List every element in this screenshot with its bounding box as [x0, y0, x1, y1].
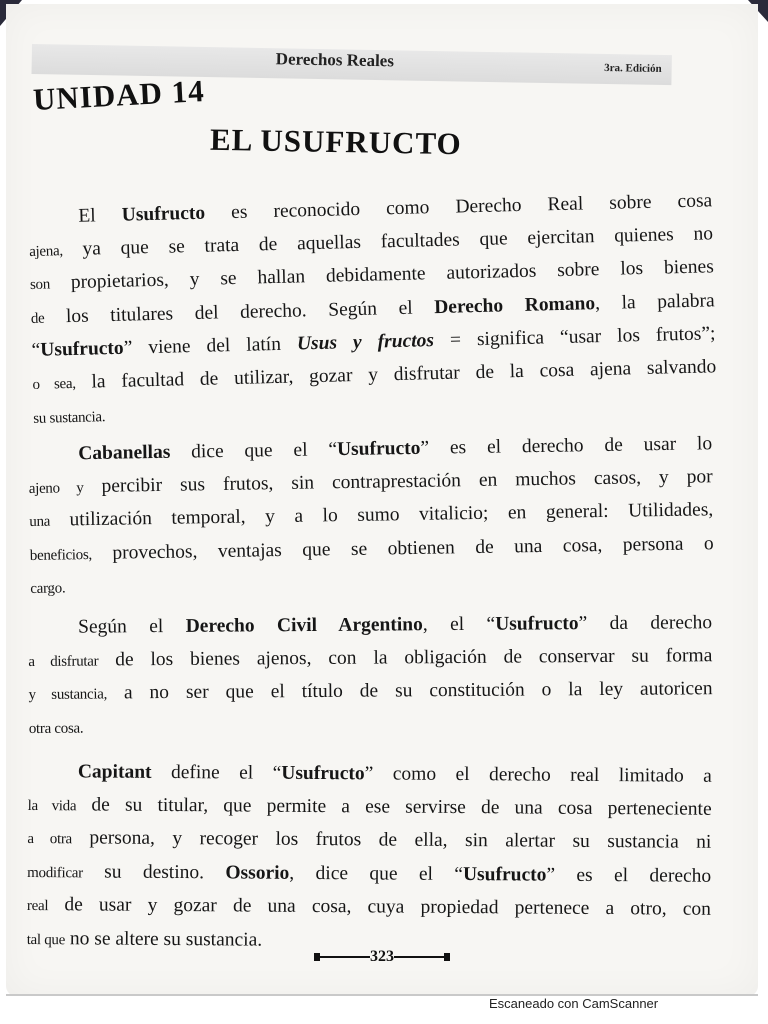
text-line: son propietarios, y se hallan debidamente autorizados sobre los bienes — [29, 256, 715, 294]
paragraph-usufructo-definition — [28, 185, 717, 435]
text-line: o sea, la facultad de utilizar, gozar y disfrutar de la cosa ajena salvando — [32, 356, 717, 393]
text-line: ajena, ya que se trata de aquellas facultades que ejercitan quienes no — [29, 222, 714, 260]
text-line: “Usufructo” viene del latín Usus y fructos = significa “usar los frutos”; — [31, 323, 716, 362]
text-line: a disfrutar de los bienes ajenos, con la obligación de conservar su forma — [28, 644, 713, 671]
text-line: cargo. — [30, 580, 66, 598]
text-line: Capitant define el “Usufructo” como el derecho real limitado a — [77, 760, 712, 787]
text-line: una utilización temporal, y a lo sumo vitalicio; en general: Utilidades, — [29, 499, 714, 532]
text-line: El Usufructo es reconocido como Derecho Real sobre cosa — [78, 190, 713, 227]
page-number-rule-left — [314, 956, 370, 958]
camscanner-watermark: Escaneado con CamScanner — [489, 996, 659, 1011]
paragraph-cabanellas — [28, 428, 715, 606]
paragraph-capitant-ossorio — [27, 756, 712, 961]
text-line: Cabanellas dice que el “Usufructo” es el derecho de usar lo — [78, 433, 713, 465]
book-page — [6, 4, 758, 996]
text-line: de los titulares del derecho. Según el Derecho Romano, la palabra — [30, 290, 715, 328]
text-line: tal que no se altere su sustancia. — [26, 927, 263, 951]
text-line: a otra persona, y recoger los frutos de ella, sin alertar su sustancia ni — [27, 826, 712, 853]
book-title: Derechos Reales — [275, 49, 395, 71]
text-line: otra cosa. — [28, 720, 84, 737]
text-line: Según el Derecho Civil Argentino, el “Usufructo” da derecho — [78, 612, 713, 638]
edition-label: 3ra. Edición — [604, 61, 662, 75]
page-number-rule-right — [394, 956, 450, 958]
text-line: real de usar y gozar de una cosa, cuya propiedad pertenece a otro, con — [26, 894, 712, 920]
page-number-value: 323 — [370, 948, 394, 965]
text-line: ajeno y percibir sus frutos, sin contraprestación en muchos casos, y por — [28, 466, 713, 497]
text-line: la vida de su titular, que permite a ese servirse de una cosa perteneciente — [27, 793, 712, 819]
unit-label: UNIDAD 14 — [32, 73, 206, 118]
chapter-title: EL USUFRUCTO — [209, 121, 463, 162]
text-line: y sustancia, a no ser que el título de su constitución o la ley autoricen — [28, 678, 713, 704]
text-line: beneficios, provechos, ventajas que se obtienen de una cosa, persona o — [29, 533, 714, 564]
body-text — [26, 190, 717, 956]
text-line: modificar su destino. Ossorio, dice que el “Usufructo” es el derecho — [27, 860, 712, 887]
paragraph-derecho-civil-argentino — [28, 607, 713, 745]
text-line: su sustancia. — [33, 408, 106, 427]
page-number — [6, 948, 758, 966]
